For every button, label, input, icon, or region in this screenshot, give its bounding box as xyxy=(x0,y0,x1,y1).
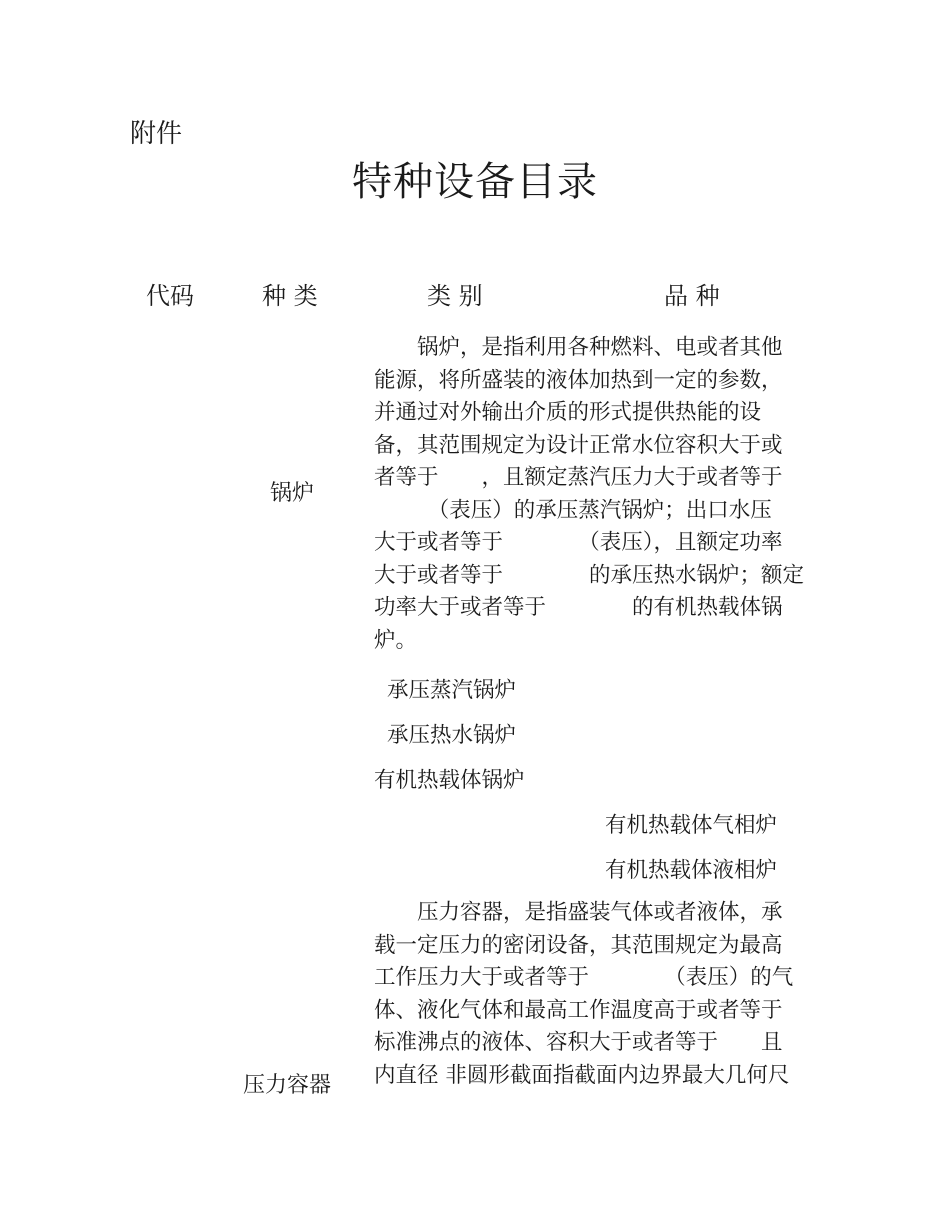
category-pressure-steam-boiler: 承压蒸汽锅炉 xyxy=(387,678,517,703)
header-variety: 品 种 xyxy=(664,282,720,310)
definition-line: 载一定压力的密闭设备，其范围规定为最高 xyxy=(374,932,783,958)
pressure-vessel-definition xyxy=(374,897,824,1092)
definition-line: 者等于 ，且额定蒸汽压力大于或者等于 xyxy=(374,465,783,490)
definition-line: 大于或者等于 （表压），且额定功率 xyxy=(374,530,783,555)
header-kind: 种 类 xyxy=(262,282,318,310)
definition-line: 炉。 xyxy=(374,627,418,653)
attachment-label: 附件 xyxy=(130,119,183,149)
header-category: 类 别 xyxy=(427,282,483,310)
category-organic-heat-carrier-boiler: 有机热载体锅炉 xyxy=(374,768,525,793)
definition-line: 大于或者等于 的承压热水锅炉；额定 xyxy=(374,562,805,588)
definition-line: 锅炉，是指利用各种燃料、电或者其他 xyxy=(374,335,783,360)
definition-line: 标准沸点的液体、容积大于或者等于 且 xyxy=(374,1030,783,1055)
definition-line: 压力容器，是指盛装气体或者液体，承 xyxy=(374,900,783,925)
boiler-definition xyxy=(374,332,824,657)
kind-pressure-vessel: 压力容器 xyxy=(243,1073,332,1098)
definition-line: 体、液化气体和最高工作温度高于或者等于 xyxy=(374,997,783,1023)
definition-line: 备，其范围规定为设计正常水位容积大于或 xyxy=(374,432,783,458)
header-code: 代码 xyxy=(146,282,194,310)
definition-line: 工作压力大于或者等于 （表压）的气 xyxy=(374,965,794,990)
definition-line: 并通过对外输出介质的形式提供热能的设 xyxy=(374,400,762,425)
category-pressure-hot-water-boiler: 承压热水锅炉 xyxy=(387,723,517,748)
page-title: 特种设备目录 xyxy=(352,159,598,205)
definition-line: 功率大于或者等于 的有机热载体锅 xyxy=(374,595,783,620)
definition-line: （表压）的承压蒸汽锅炉；出口水压 xyxy=(374,497,772,523)
definition-line: 内直径 非圆形截面指截面内边界最大几何尺 xyxy=(374,1062,790,1088)
kind-boiler: 锅炉 xyxy=(270,481,315,506)
definition-line: 能源，将所盛装的液体加热到一定的参数， xyxy=(374,367,783,393)
variety-liquid-phase-furnace: 有机热载体液相炉 xyxy=(605,858,778,883)
variety-gas-phase-furnace: 有机热载体气相炉 xyxy=(605,813,778,838)
